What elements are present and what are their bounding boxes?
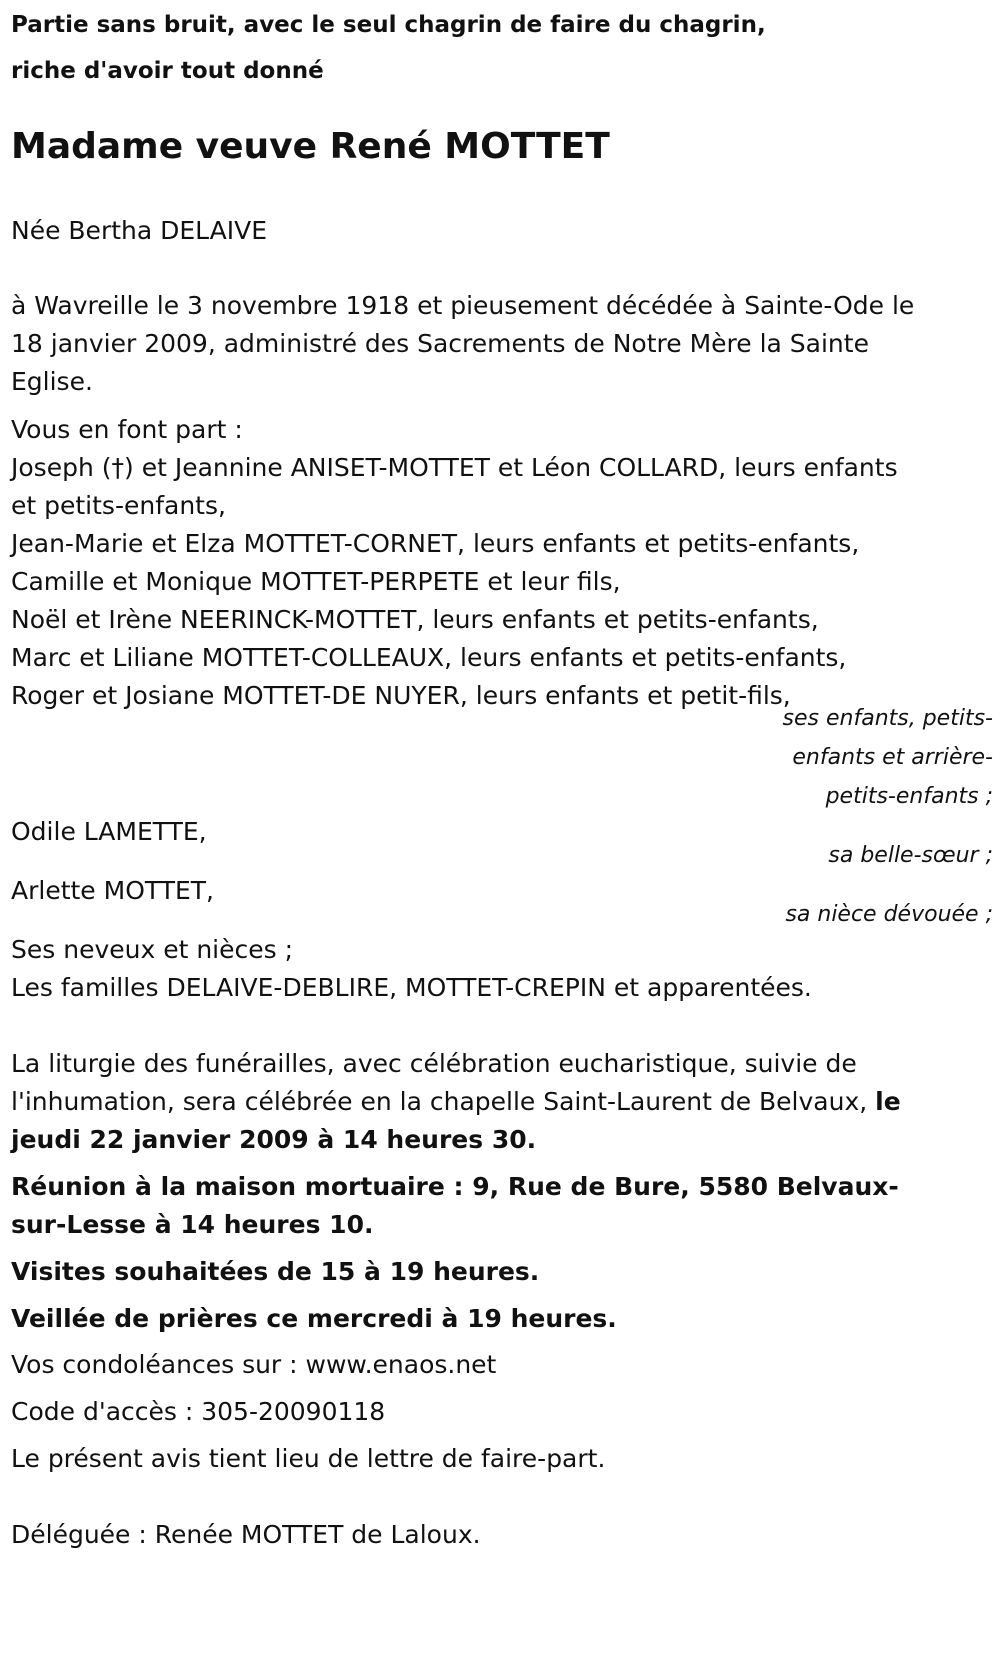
epigraph-line-1: Partie sans bruit, avec le seul chagrin de faire du chagrin, [11,12,766,38]
condolences-line: Vos condoléances sur : www.enaos.net [11,1350,497,1379]
arlette-name: Arlette MOTTET, [11,876,215,905]
birth-death-line-3: Eglise. [11,367,93,396]
vigil-line: Veillée de prières ce mercredi à 19 heures. [11,1304,617,1333]
odile-relation: sa belle-sœur ; [828,843,993,868]
odile-name: Odile LAMETTE, [11,817,207,846]
relation-children-line-2: enfants et arrière- [792,745,993,770]
relation-children-line-1: ses enfants, petits- [782,706,993,731]
family-line-1: Joseph (†) et Jeannine ANISET-MOTTET et Léon COLLARD, leurs enfants [11,453,898,482]
family-line-5: Noël et Irène NEERINCK-MOTTET, leurs enfants et petits-enfants, [11,605,819,634]
delegate-line: Déléguée : Renée MOTTET de Laloux. [11,1520,481,1549]
nephews-line: Ses neveux et nièces ; [11,935,294,964]
liturgy-line-2-text: l'inhumation, sera célébrée en la chapelle Saint-Laurent de Belvaux, [11,1087,876,1116]
reunion-line-2: sur-Lesse à 14 heures 10. [11,1210,374,1239]
visits-line: Visites souhaitées de 15 à 19 heures. [11,1257,540,1286]
maiden-name: Née Bertha DELAIVE [11,216,268,245]
liturgy-line-2-bold: le [875,1087,901,1116]
family-line-3: Jean-Marie et Elza MOTTET-CORNET, leurs enfants et petits-enfants, [11,529,860,558]
arlette-relation: sa nièce dévouée ; [785,902,993,927]
relation-children-line-3: petits-enfants ; [825,784,993,809]
deceased-name-title: Madame veuve René MOTTET [11,126,610,167]
reunion-line-1: Réunion à la maison mortuaire : 9, Rue de Bure, 5580 Belvaux- [11,1172,899,1201]
liturgy-line-2 [11,1087,901,1116]
birth-death-line-1: à Wavreille le 3 novembre 1918 et pieusement décédée à Sainte-Ode le [11,291,915,320]
family-line-4: Camille et Monique MOTTET-PERPETE et leur fils, [11,567,621,596]
family-line-6: Marc et Liliane MOTTET-COLLEAUX, leurs enfants et petits-enfants, [11,643,847,672]
access-code-line: Code d'accès : 305-20090118 [11,1397,386,1426]
announce-intro: Vous en font part : [11,415,243,444]
liturgy-line-1: La liturgie des funérailles, avec célébration eucharistique, suivie de [11,1049,857,1078]
epigraph-line-2: riche d'avoir tout donné [11,58,324,84]
liturgy-line-3: jeudi 22 janvier 2009 à 14 heures 30. [11,1125,537,1154]
notice-line: Le présent avis tient lieu de lettre de faire-part. [11,1444,606,1473]
family-line-2: et petits-enfants, [11,491,226,520]
birth-death-line-2: 18 janvier 2009, administré des Sacrements de Notre Mère la Sainte [11,329,869,358]
family-line-7: Roger et Josiane MOTTET-DE NUYER, leurs enfants et petit-fils, [11,681,791,710]
families-line: Les familles DELAIVE-DEBLIRE, MOTTET-CREPIN et apparentées. [11,973,812,1002]
